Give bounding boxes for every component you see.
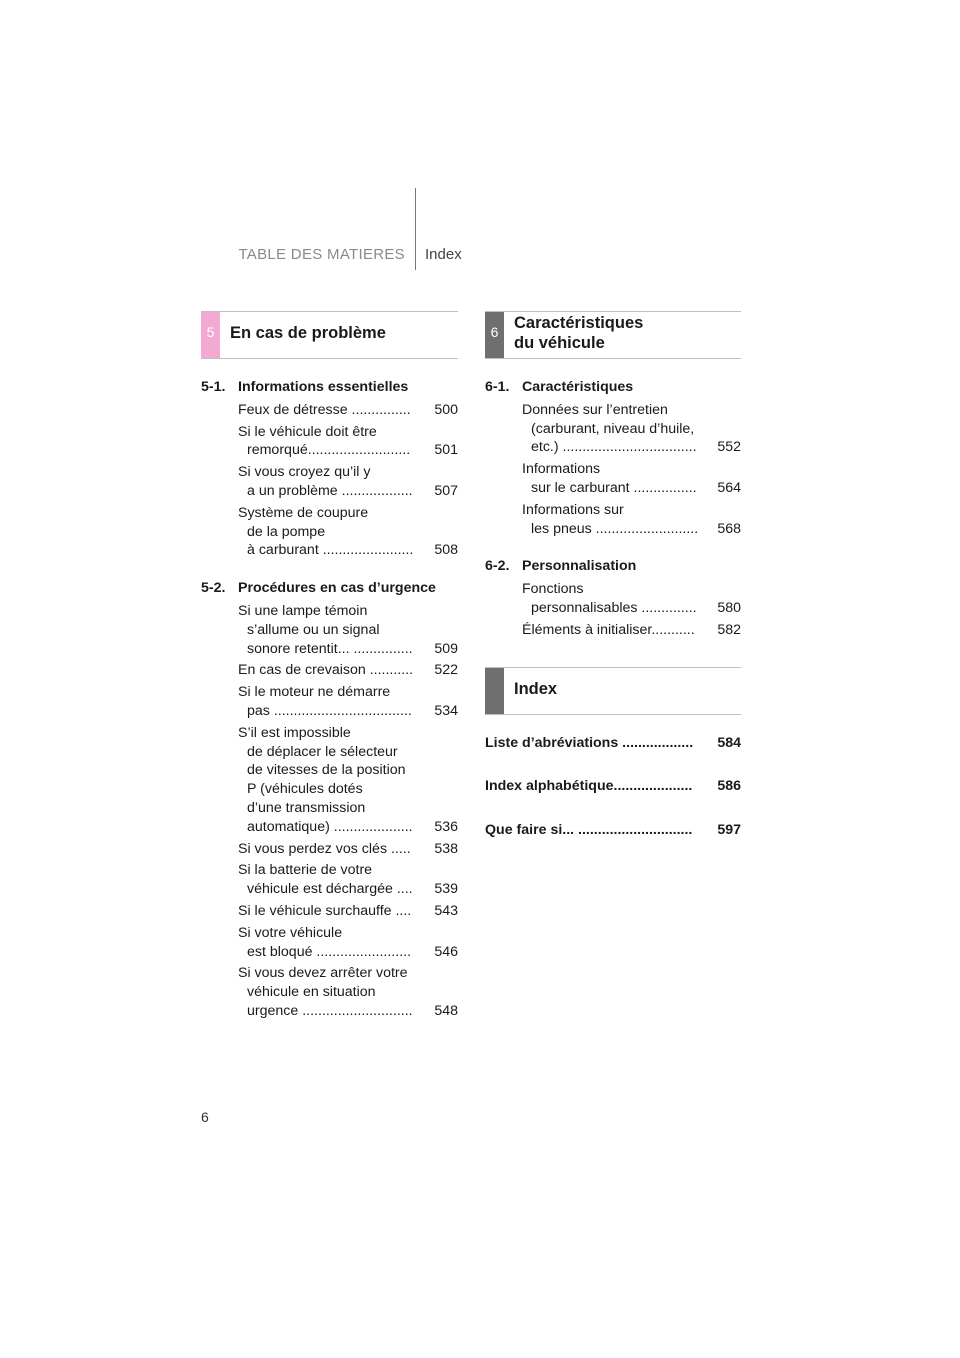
page-ref: 509	[434, 640, 458, 657]
page-ref: 501	[434, 442, 458, 459]
chapter-number: 6-1.	[485, 379, 510, 395]
toc-entry[interactable]	[238, 602, 458, 658]
entry-line: Feux de détresse ...............	[238, 401, 411, 418]
page-ref: 534	[434, 702, 458, 719]
page-ref: 500	[434, 401, 458, 418]
entry-line: d’une transmission	[247, 799, 366, 816]
header-toc-label[interactable]: TABLE DES MATIERES	[238, 246, 405, 263]
toc-entry[interactable]	[522, 501, 741, 539]
page-ref: 584	[717, 735, 741, 751]
entry-line: véhicule est déchargée ....	[247, 881, 413, 898]
chapter-5-2[interactable]	[201, 579, 458, 598]
entry-line: Si la batterie de votre	[238, 862, 373, 879]
entry-line: Si votre véhicule	[238, 924, 343, 941]
entry-line: Si une lampe témoin	[238, 602, 368, 619]
index-list	[485, 734, 741, 864]
entry-line: urgence ............................	[247, 1002, 413, 1019]
page-ref: 538	[434, 840, 458, 857]
chapter-5-1[interactable]	[201, 378, 458, 397]
header-index-label[interactable]: Index	[425, 246, 462, 263]
entry-line: sur le carburant ................	[531, 479, 697, 496]
entry-line: Informations	[522, 461, 601, 478]
entry-line: Système de coupure	[238, 504, 369, 521]
entry-line: Données sur l’entretien	[522, 401, 668, 418]
chapter-number: 5-2.	[201, 580, 226, 597]
section-6-number: 6	[485, 312, 504, 358]
section-5-number: 5	[201, 312, 220, 358]
entry-line: remorqué..........................	[247, 442, 411, 459]
page-ref: 548	[434, 1002, 458, 1019]
entry-line: Si vous perdez vos clés .....	[238, 840, 411, 857]
toc-entry[interactable]	[238, 423, 458, 461]
page-ref: 536	[434, 818, 458, 835]
toc-entry[interactable]	[522, 401, 741, 457]
entry-line: de la pompe	[247, 523, 326, 540]
chapter-number: 6-2.	[485, 558, 510, 575]
entry-line: à carburant .......................	[247, 542, 414, 559]
entry-line: les pneus ..........................	[531, 520, 699, 537]
entry-line: véhicule en situation	[247, 984, 376, 1001]
page-ref: 507	[434, 482, 458, 499]
toc-column-left	[201, 378, 458, 1024]
index-entry-label: Que faire si... .............................	[485, 821, 693, 838]
index-section-title: Index	[514, 680, 558, 698]
section-6-title	[514, 313, 643, 353]
entry-line: Si vous devez arrêter votre	[238, 965, 408, 982]
page-ref: 564	[717, 479, 741, 496]
page-number: 6	[201, 1109, 209, 1125]
toc-entry[interactable]	[238, 861, 458, 899]
chapter-6-1[interactable]	[485, 378, 741, 397]
entry-line: personnalisables ..............	[531, 599, 697, 616]
entry-line: Si le moteur ne démarre	[238, 684, 391, 701]
entry-line: automatique) ....................	[247, 818, 413, 835]
toc-entry[interactable]	[238, 401, 458, 420]
section-6-title-line1: Caractéristiques	[514, 314, 644, 332]
index-entry-abbreviations[interactable]	[485, 734, 741, 753]
section-5-title: En cas de problème	[230, 324, 386, 342]
toc-entry[interactable]	[238, 924, 458, 962]
chapter-title: Caractéristiques	[522, 379, 634, 395]
page-ref: 546	[434, 943, 458, 960]
header-divider	[415, 188, 416, 270]
page-ref: 543	[434, 902, 458, 919]
entry-line: a un problème ..................	[247, 482, 413, 499]
chapter-title: Procédures en cas d’urgence	[238, 580, 436, 597]
entry-line: (carburant, niveau d’huile,	[531, 420, 695, 437]
section-6-header	[485, 311, 741, 359]
page-ref: 508	[434, 542, 458, 559]
entry-line: Informations sur	[522, 501, 624, 518]
page-ref: 522	[434, 662, 458, 679]
chapter-title: Informations essentielles	[238, 379, 409, 395]
toc-entry[interactable]	[522, 460, 741, 498]
entry-line: Éléments à initialiser...........	[522, 621, 695, 638]
toc-entry[interactable]	[238, 504, 458, 560]
entry-line: P (véhicules dotés	[247, 781, 363, 798]
entry-line: est bloqué ........................	[247, 943, 412, 960]
entry-line: de vitesses de la position	[247, 762, 406, 779]
chapter-6-2[interactable]	[485, 557, 741, 576]
entry-line: de déplacer le sélecteur	[247, 743, 398, 760]
spacer	[485, 541, 741, 557]
entry-line: s’allume ou un signal	[247, 621, 380, 638]
index-entry-what-to-do[interactable]	[485, 821, 741, 840]
index-section-tab	[485, 668, 504, 714]
chapter-number: 5-1.	[201, 379, 226, 395]
toc-column-right	[485, 378, 741, 643]
index-section-header	[485, 667, 741, 715]
entry-line: En cas de crevaison ...........	[238, 662, 414, 679]
entry-line: Fonctions	[522, 581, 584, 598]
toc-entry[interactable]	[238, 902, 458, 921]
toc-entry[interactable]	[238, 661, 458, 680]
entry-line: sonore retentit... ...............	[247, 640, 413, 657]
toc-entry[interactable]	[238, 724, 458, 837]
entry-line: Si le véhicule doit être	[238, 423, 377, 440]
spacer	[201, 563, 458, 579]
page-ref: 539	[434, 881, 458, 898]
entry-line: S’il est impossible	[238, 724, 351, 741]
page-ref: 597	[717, 821, 741, 838]
page-ref: 552	[717, 439, 741, 456]
index-entry-label: Liste d’abréviations ..................	[485, 735, 694, 751]
page-ref: 582	[717, 621, 741, 638]
section-5-header	[201, 311, 458, 359]
page-ref: 586	[717, 778, 741, 795]
index-entry-alphabetical[interactable]	[485, 777, 741, 796]
toc-entry[interactable]	[238, 683, 458, 721]
entry-line: pas ...................................	[247, 702, 412, 719]
entry-line: etc.) ..................................	[531, 439, 697, 456]
page-ref: 568	[717, 520, 741, 537]
entry-line: Si vous croyez qu’il y	[238, 464, 371, 481]
section-6-title-line2: du véhicule	[514, 334, 605, 352]
toc-entry[interactable]	[238, 964, 458, 1020]
chapter-title: Personnalisation	[522, 558, 637, 575]
toc-entry[interactable]	[522, 621, 741, 640]
entry-line: Si le véhicule surchauffe ....	[238, 902, 412, 919]
index-entry-label: Index alphabétique....................	[485, 778, 693, 795]
toc-entry[interactable]	[522, 580, 741, 618]
toc-entry[interactable]	[238, 840, 458, 859]
page-ref: 580	[717, 599, 741, 616]
toc-entry[interactable]	[238, 463, 458, 501]
